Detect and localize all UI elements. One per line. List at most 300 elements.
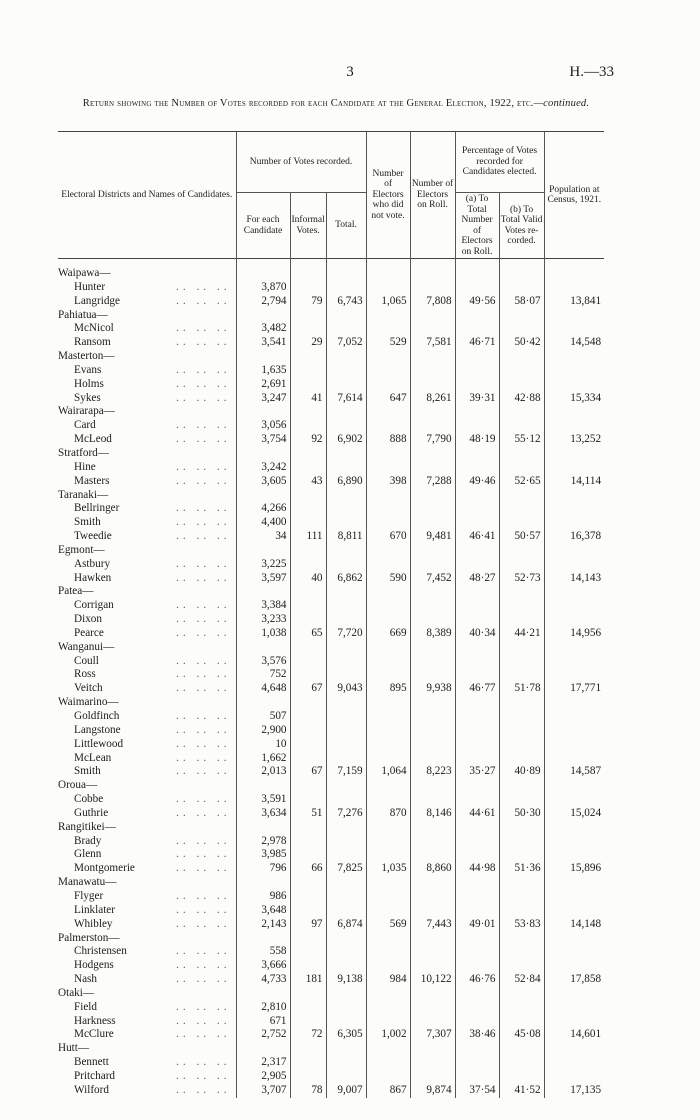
empty-cell	[455, 696, 499, 710]
empty-cell	[326, 502, 366, 516]
candidate-votes: 3,242	[236, 461, 290, 475]
candidate-name: Masters	[74, 474, 110, 487]
empty-cell	[544, 848, 604, 862]
empty-cell	[499, 876, 544, 890]
empty-cell	[366, 959, 410, 973]
empty-cell	[326, 322, 366, 336]
total-votes: 6,743	[326, 295, 366, 309]
candidate-name: Whibley	[74, 917, 113, 930]
empty-cell	[410, 350, 455, 364]
candidate-row	[58, 558, 604, 572]
candidate-row	[58, 765, 604, 779]
empty-cell	[326, 876, 366, 890]
candidate-row	[58, 1056, 604, 1070]
candidate-row	[58, 710, 604, 724]
district-row	[58, 987, 604, 1001]
empty-cell	[455, 322, 499, 336]
col-header-informal: Informal Votes.	[290, 193, 326, 259]
total-votes: 6,305	[326, 1028, 366, 1042]
population: 17,858	[544, 973, 604, 987]
district-name: Wairarapa—	[58, 405, 115, 418]
candidate-name: Tweedie	[74, 530, 112, 543]
candidate-row	[58, 461, 604, 475]
empty-cell	[499, 1015, 544, 1029]
pct-of-valid: 53·83	[499, 918, 544, 932]
candidate-cell	[58, 558, 236, 572]
empty-cell	[290, 489, 326, 503]
informal-votes: 51	[290, 807, 326, 821]
total-votes: 9,138	[326, 973, 366, 987]
electors-on-roll: 8,223	[410, 765, 455, 779]
pct-of-valid: 45·08	[499, 1028, 544, 1042]
empty-cell	[499, 668, 544, 682]
electors-on-roll: 10,122	[410, 973, 455, 987]
empty-cell	[326, 835, 366, 849]
candidate-cell	[58, 793, 236, 807]
empty-cell	[499, 447, 544, 461]
empty-cell	[544, 516, 604, 530]
candidate-row	[58, 904, 604, 918]
population: 13,841	[544, 295, 604, 309]
empty-cell	[410, 752, 455, 766]
candidate-row	[58, 530, 604, 544]
empty-cell	[410, 599, 455, 613]
total-votes: 7,276	[326, 807, 366, 821]
candidate-name: Ransom	[74, 336, 111, 349]
candidate-name: Corrigan	[74, 599, 114, 612]
leader-dots: .. .. ..	[176, 723, 231, 736]
leader-dots: .. .. ..	[176, 903, 231, 916]
empty-cell	[499, 724, 544, 738]
empty-cell	[455, 945, 499, 959]
empty-cell	[326, 350, 366, 364]
empty-cell	[236, 821, 290, 835]
informal-votes: 41	[290, 392, 326, 406]
candidate-name: Brady	[74, 834, 102, 847]
empty-cell	[326, 655, 366, 669]
electors-on-roll: 7,288	[410, 475, 455, 489]
empty-cell	[410, 516, 455, 530]
empty-cell	[544, 904, 604, 918]
pct-of-valid: 42·88	[499, 392, 544, 406]
candidate-cell	[58, 378, 236, 392]
empty-cell	[455, 1001, 499, 1015]
empty-cell	[290, 378, 326, 392]
table-title	[62, 97, 610, 110]
empty-cell	[290, 904, 326, 918]
candidate-row	[58, 378, 604, 392]
population: 17,135	[544, 1084, 604, 1098]
empty-cell	[290, 655, 326, 669]
empty-cell	[455, 641, 499, 655]
empty-cell	[499, 350, 544, 364]
electors-not-voted: 895	[366, 682, 410, 696]
district-name: Patea—	[58, 585, 94, 598]
empty-cell	[455, 309, 499, 323]
leader-dots: .. .. ..	[176, 945, 231, 958]
candidate-cell	[58, 336, 236, 350]
empty-cell	[366, 1042, 410, 1056]
informal-votes: 72	[290, 1028, 326, 1042]
empty-cell	[455, 821, 499, 835]
leader-dots: .. .. ..	[176, 1069, 231, 1082]
empty-cell	[326, 516, 366, 530]
page-number: 3	[346, 64, 354, 80]
leader-dots: .. .. ..	[176, 599, 231, 612]
empty-cell	[326, 696, 366, 710]
empty-cell	[455, 599, 499, 613]
leader-dots: .. .. ..	[176, 1028, 231, 1041]
empty-cell	[499, 779, 544, 793]
empty-cell	[366, 724, 410, 738]
document-reference: H.—33	[569, 64, 614, 80]
candidate-votes: 2,978	[236, 835, 290, 849]
candidate-row	[58, 959, 604, 973]
electors-not-voted: 670	[366, 530, 410, 544]
empty-cell	[366, 641, 410, 655]
candidate-votes: 3,233	[236, 613, 290, 627]
empty-cell	[455, 738, 499, 752]
candidate-row	[58, 862, 604, 876]
empty-cell	[326, 821, 366, 835]
election-returns-table	[58, 131, 604, 1098]
district-row	[58, 544, 604, 558]
empty-cell	[455, 267, 499, 281]
pct-of-valid: 40·89	[499, 765, 544, 779]
empty-cell	[544, 489, 604, 503]
empty-cell	[544, 502, 604, 516]
empty-cell	[544, 613, 604, 627]
empty-cell	[236, 585, 290, 599]
candidate-name: Smith	[74, 516, 101, 529]
candidate-cell	[58, 1084, 236, 1098]
district-name: Wanganui—	[58, 640, 115, 653]
pct-of-valid: 51·36	[499, 862, 544, 876]
candidate-cell	[58, 475, 236, 489]
empty-cell	[366, 350, 410, 364]
leader-dots: .. .. ..	[176, 710, 231, 722]
candidate-cell	[58, 599, 236, 613]
empty-cell	[455, 835, 499, 849]
empty-cell	[455, 724, 499, 738]
candidate-name: Langstone	[74, 723, 121, 736]
empty-cell	[455, 613, 499, 627]
leader-dots: .. .. ..	[176, 737, 231, 750]
empty-cell	[499, 585, 544, 599]
population: 14,148	[544, 918, 604, 932]
empty-cell	[544, 710, 604, 724]
empty-cell	[366, 821, 410, 835]
candidate-cell	[58, 1001, 236, 1015]
leader-dots: .. .. ..	[176, 1056, 231, 1069]
candidate-votes: 558	[236, 945, 290, 959]
empty-cell	[410, 267, 455, 281]
empty-cell	[326, 558, 366, 572]
empty-cell	[544, 945, 604, 959]
empty-cell	[366, 364, 410, 378]
candidate-name: Ross	[74, 668, 96, 681]
empty-cell	[410, 419, 455, 433]
empty-cell	[290, 848, 326, 862]
electors-on-roll: 9,874	[410, 1084, 455, 1098]
total-votes: 7,720	[326, 627, 366, 641]
candidate-name: Langridge	[74, 294, 120, 307]
leader-dots: .. .. ..	[176, 433, 231, 446]
candidate-cell	[58, 904, 236, 918]
electors-not-voted: 1,035	[366, 862, 410, 876]
empty-cell	[455, 793, 499, 807]
empty-cell	[455, 959, 499, 973]
empty-cell	[236, 447, 290, 461]
leader-dots: .. .. ..	[176, 419, 231, 432]
total-votes: 6,862	[326, 572, 366, 586]
leader-dots: .. .. ..	[176, 834, 231, 847]
empty-cell	[236, 641, 290, 655]
leader-dots: .. .. ..	[176, 626, 231, 639]
district-row	[58, 585, 604, 599]
empty-cell	[366, 267, 410, 281]
informal-votes: 67	[290, 765, 326, 779]
pct-of-roll: 44·61	[455, 807, 499, 821]
candidate-name: Astbury	[74, 557, 111, 570]
candidate-votes: 2,691	[236, 378, 290, 392]
candidate-cell	[58, 682, 236, 696]
empty-cell	[290, 1056, 326, 1070]
candidate-name: Guthrie	[74, 806, 109, 819]
empty-cell	[410, 890, 455, 904]
empty-cell	[366, 668, 410, 682]
empty-cell	[326, 585, 366, 599]
electors-on-roll: 7,443	[410, 918, 455, 932]
pct-of-roll: 49·56	[455, 295, 499, 309]
candidate-votes: 4,648	[236, 682, 290, 696]
empty-cell	[455, 544, 499, 558]
district-name: Stratford—	[58, 446, 109, 459]
candidate-votes: 2,143	[236, 918, 290, 932]
empty-cell	[410, 904, 455, 918]
col-header-for-each: For each Candidate	[236, 193, 290, 259]
leader-dots: .. .. ..	[176, 917, 231, 930]
leader-dots: .. .. ..	[176, 806, 231, 819]
empty-cell	[290, 461, 326, 475]
empty-cell	[455, 876, 499, 890]
candidate-row	[58, 973, 604, 987]
candidate-cell	[58, 890, 236, 904]
empty-cell	[410, 779, 455, 793]
empty-cell	[544, 987, 604, 1001]
empty-cell	[499, 959, 544, 973]
candidate-votes: 3,634	[236, 807, 290, 821]
empty-cell	[366, 405, 410, 419]
empty-cell	[366, 322, 410, 336]
empty-cell	[499, 1042, 544, 1056]
empty-cell	[410, 364, 455, 378]
district-row	[58, 932, 604, 946]
empty-cell	[290, 987, 326, 1001]
empty-cell	[366, 904, 410, 918]
candidate-cell	[58, 516, 236, 530]
candidate-votes: 4,266	[236, 502, 290, 516]
candidate-cell	[58, 1028, 236, 1042]
candidate-row	[58, 793, 604, 807]
candidate-name: McNicol	[74, 322, 114, 335]
candidate-votes: 507	[236, 710, 290, 724]
candidate-name: Hunter	[74, 280, 106, 293]
electors-not-voted: 647	[366, 392, 410, 406]
empty-cell	[455, 405, 499, 419]
candidate-votes: 3,707	[236, 1084, 290, 1098]
informal-votes: 29	[290, 336, 326, 350]
table-title-main: Return showing the Number of Votes recorded for each Candidate at the General Election, 1922, etc.	[82, 98, 534, 109]
candidate-row	[58, 1084, 604, 1098]
empty-cell	[410, 447, 455, 461]
candidate-row	[58, 848, 604, 862]
leader-dots: .. .. ..	[176, 1000, 231, 1013]
leader-dots: .. .. ..	[176, 848, 231, 861]
empty-cell	[410, 309, 455, 323]
district-row	[58, 309, 604, 323]
empty-cell	[290, 613, 326, 627]
candidate-cell	[58, 848, 236, 862]
informal-votes: 40	[290, 572, 326, 586]
table-header	[58, 132, 604, 259]
electors-not-voted: 529	[366, 336, 410, 350]
empty-cell	[455, 1070, 499, 1084]
empty-cell	[290, 932, 326, 946]
electors-not-voted: 569	[366, 918, 410, 932]
pct-of-roll: 37·54	[455, 1084, 499, 1098]
empty-cell	[410, 987, 455, 1001]
district-row	[58, 447, 604, 461]
district-name: Egmont—	[58, 543, 105, 556]
pct-of-roll: 38·46	[455, 1028, 499, 1042]
empty-cell	[544, 752, 604, 766]
pct-of-valid: 52·73	[499, 572, 544, 586]
district-name: Palmerston—	[58, 931, 120, 944]
empty-cell	[290, 558, 326, 572]
candidate-name: Cobbe	[74, 793, 104, 806]
empty-cell	[326, 987, 366, 1001]
empty-cell	[410, 793, 455, 807]
pct-of-roll: 48·19	[455, 433, 499, 447]
empty-cell	[366, 544, 410, 558]
empty-cell	[455, 364, 499, 378]
candidate-name: Littlewood	[74, 737, 124, 750]
candidate-votes: 10	[236, 738, 290, 752]
informal-votes: 79	[290, 295, 326, 309]
empty-cell	[499, 378, 544, 392]
empty-cell	[326, 779, 366, 793]
pct-of-valid: 52·84	[499, 973, 544, 987]
col-header-total: Total.	[326, 193, 366, 259]
candidate-cell	[58, 627, 236, 641]
informal-votes: 66	[290, 862, 326, 876]
empty-cell	[410, 932, 455, 946]
empty-cell	[544, 724, 604, 738]
empty-cell	[455, 558, 499, 572]
empty-cell	[544, 322, 604, 336]
candidate-name: Field	[74, 1000, 97, 1013]
empty-cell	[326, 793, 366, 807]
candidate-votes: 3,225	[236, 558, 290, 572]
candidate-row	[58, 613, 604, 627]
candidate-cell	[58, 419, 236, 433]
empty-cell	[366, 738, 410, 752]
candidate-cell	[58, 1015, 236, 1029]
candidate-row	[58, 682, 604, 696]
empty-cell	[455, 668, 499, 682]
leader-dots: .. .. ..	[176, 391, 231, 404]
empty-cell	[290, 696, 326, 710]
candidate-cell	[58, 724, 236, 738]
empty-cell	[290, 419, 326, 433]
candidate-name: Bellringer	[74, 502, 120, 515]
empty-cell	[410, 1015, 455, 1029]
empty-cell	[366, 752, 410, 766]
candidate-votes: 3,666	[236, 959, 290, 973]
empty-cell	[366, 932, 410, 946]
empty-cell	[544, 461, 604, 475]
empty-cell	[544, 544, 604, 558]
empty-cell	[544, 959, 604, 973]
empty-cell	[290, 1042, 326, 1056]
candidate-row	[58, 419, 604, 433]
leader-dots: .. .. ..	[176, 502, 231, 515]
candidate-cell	[58, 1056, 236, 1070]
informal-votes: 111	[290, 530, 326, 544]
leader-dots: .. .. ..	[176, 1014, 231, 1027]
empty-cell	[326, 752, 366, 766]
empty-cell	[366, 1070, 410, 1084]
informal-votes: 97	[290, 918, 326, 932]
pct-of-roll: 46·77	[455, 682, 499, 696]
empty-cell	[326, 932, 366, 946]
leader-dots: .. .. ..	[176, 516, 231, 529]
candidate-name: Holms	[74, 377, 104, 390]
candidate-votes: 4,733	[236, 973, 290, 987]
pct-of-valid: 58·07	[499, 295, 544, 309]
population: 14,587	[544, 765, 604, 779]
candidate-row	[58, 752, 604, 766]
population: 16,378	[544, 530, 604, 544]
candidate-votes: 2,900	[236, 724, 290, 738]
empty-cell	[290, 668, 326, 682]
pct-of-roll: 48·27	[455, 572, 499, 586]
total-votes: 7,614	[326, 392, 366, 406]
candidate-votes: 1,662	[236, 752, 290, 766]
pct-of-valid: 50·30	[499, 807, 544, 821]
candidate-cell	[58, 530, 236, 544]
electors-on-roll: 7,581	[410, 336, 455, 350]
leader-dots: .. .. ..	[176, 973, 231, 986]
population: 14,548	[544, 336, 604, 350]
empty-cell	[410, 1070, 455, 1084]
candidate-row	[58, 724, 604, 738]
candidate-cell	[58, 461, 236, 475]
population: 15,024	[544, 807, 604, 821]
empty-cell	[455, 447, 499, 461]
candidate-name: Hine	[74, 460, 96, 473]
empty-cell	[499, 987, 544, 1001]
candidate-row	[58, 502, 604, 516]
candidate-cell	[58, 959, 236, 973]
empty-cell	[499, 835, 544, 849]
empty-cell	[410, 558, 455, 572]
empty-cell	[410, 322, 455, 336]
leader-dots: .. .. ..	[176, 682, 231, 695]
empty-cell	[410, 959, 455, 973]
empty-cell	[290, 945, 326, 959]
